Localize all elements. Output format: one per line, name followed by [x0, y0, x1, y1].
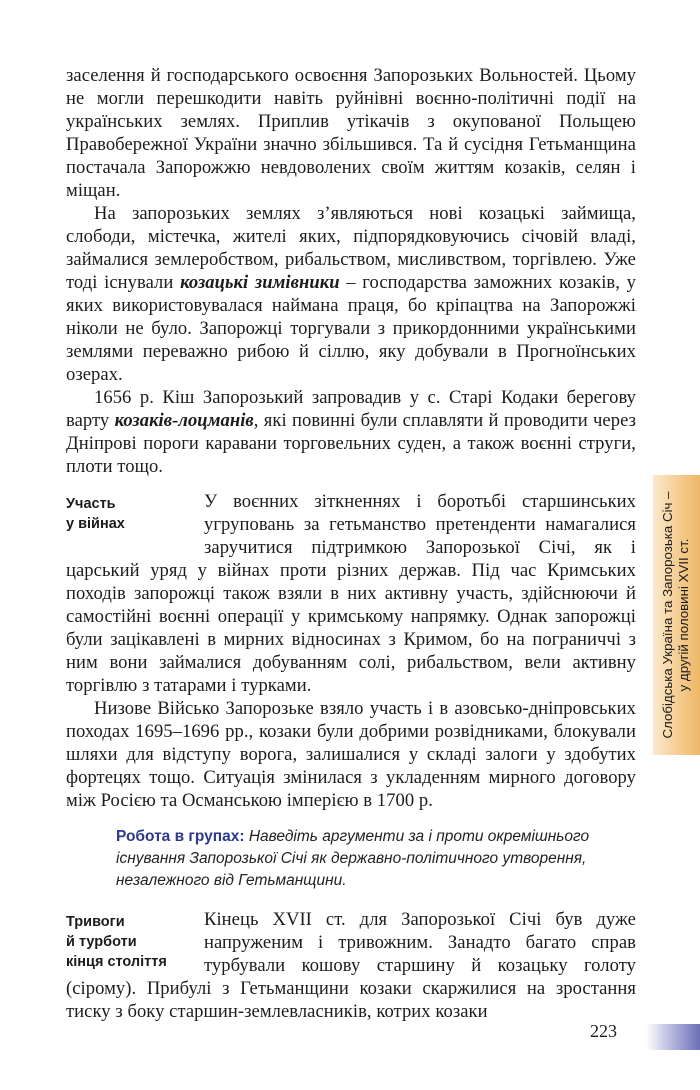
group-work-text: Наведіть аргументи за і проти окремішнього існування Запорозької Січі як державно-політичного утворення, незалежного від Гетьманщини.: [116, 828, 590, 889]
paragraph-text: 1656 р. Кіш Запорозький запровадив у с. Старі Кодаки берегову варту: [66, 387, 636, 431]
heading-line: у війнах: [66, 516, 125, 532]
heading-line: Участь: [66, 496, 116, 512]
paragraph-wars-1: У воєнних зіткненнях і боротьбі старшинських угруповань за гетьманство претенденти намагалися заручитися підтримкою Запорозької Січі, як і царський уряд у війнах проти різних держав. Під час Кримських походів запорожці також взяли в них активну участь, здійснюючи й самостійні воєнні операції у кримському напрямку. Однак запорожці були зацікавлені в мирних відносинах з Кримом, бо на пограниччі з ним вони займалися добуванням солі, рибальством, вели активну торгівлю з татарами і турками.: [66, 491, 636, 696]
paragraph-wars-2: Низове Військо Запорозьке взяло участь і в азовсько-дніпровських походах 1695–1696 рр., козаки були добрими розвідниками, блокували шляхи для відступу ворога, залишалися у складі залоги у здобутих фортецях тощо. Ситуація змінилася з укладенням мирного договору між Росією та Османською імперією в 1700 р.: [66, 698, 636, 811]
page-number-bar: [646, 1024, 700, 1050]
paragraph-text: , які повинні були сплавляти й проводити через Дніпрові пороги каравани торговельних суден, а також воєнні струги, плоти тощо.: [66, 410, 636, 477]
section-troubles: [66, 908, 636, 1023]
term-kozatski-zymivnyky: козацькі зимівники: [180, 272, 340, 293]
chapter-title-line: Слобідська Україна та Запорозька Січ –: [660, 491, 675, 739]
section-heading-troubles: [66, 912, 196, 972]
paragraph-settlement: заселення й господарського освоєння Запорозьких Вольностей. Цьому не могли перешкодити навіть руйнівні воєнно-політичні події на українських землях. Приплив утікачів з окупованої Польщею Правобережної України значно збільшився. Та й сусідня Гетьманщина постачала Запорожжю невдоволених своїм життям козаків, селян і міщан.: [66, 65, 636, 201]
paragraph-text: На запорозьких землях з’являються нові козацькі займища, слободи, містечка, жителі яких, підпорядковуючись січовій владі, займалися землеробством, рибальством, мисливством, торгівлею. Уже тоді існували: [66, 203, 636, 293]
chapter-title-line: у другій половині XVII ст.: [676, 538, 691, 692]
paragraph-1656: [66, 386, 636, 478]
group-work-label: Робота в групах:: [116, 828, 245, 845]
page-content: [66, 64, 636, 1023]
paragraph-troubles-1: Кінець XVII ст. для Запорозької Січі був дуже напруженим і тривожним. Занадто багато справ турбували кошову старшину й козацьку голоту (сірому). Прибулі з Гетьманщини козаки скаржилися на зростання тиску з боку старшин-землевласників, котрих козаки: [66, 909, 636, 1022]
group-work-task: [116, 826, 638, 892]
heading-line: Тривоги: [66, 914, 125, 930]
chapter-side-tab: [653, 475, 700, 755]
heading-line: кінця століття: [66, 954, 167, 970]
page-number: 223: [590, 1021, 617, 1041]
section-participation-in-wars: [66, 490, 636, 812]
term-kozakiv-lotsmaniv: козаків-лоцманів: [114, 410, 254, 431]
paragraph-new-settlements: [66, 202, 636, 386]
paragraph-text: – господарства заможних козаків, у яких використовувалася наймана праця, бо кріпацтва на Запорожжі ніколи не було. Запорожці торгували з прикордонними українськими землями переважно рибою й сіллю, яку добували в Прогноїнських озерах.: [66, 272, 636, 385]
chapter-title: [660, 475, 692, 755]
section-heading-wars: [66, 494, 196, 534]
heading-line: й турботи: [66, 934, 137, 950]
